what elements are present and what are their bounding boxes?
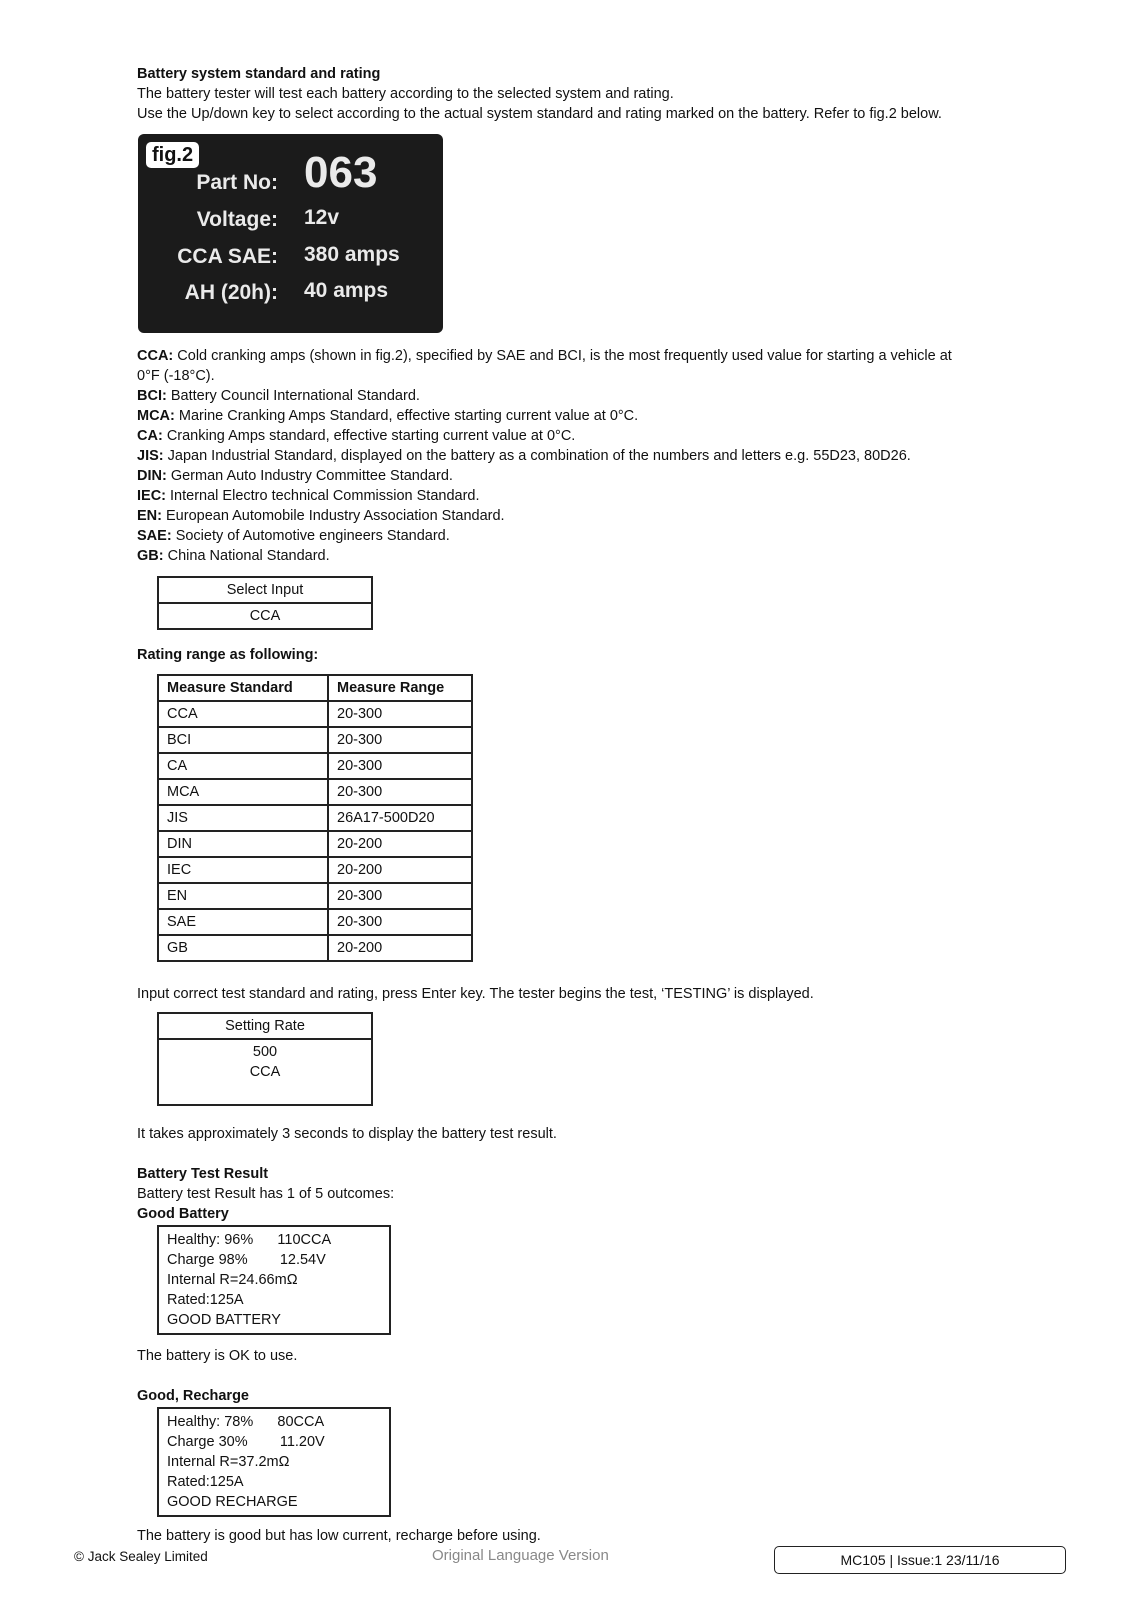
display-line: GOOD RECHARGE: [167, 1494, 298, 1510]
table-cell: 20-300: [328, 727, 472, 753]
table-cell: IEC: [158, 857, 328, 883]
setting-rate-cell: [158, 1039, 372, 1105]
table-cell: SAE: [158, 909, 328, 935]
table-row: [158, 909, 472, 935]
table-cell: 20-300: [328, 883, 472, 909]
definition-item: [137, 446, 1017, 466]
definition-item: [137, 506, 1017, 526]
good-battery-display: [157, 1225, 391, 1335]
ah-label: AH (20h):: [184, 281, 278, 304]
definition-text: Cranking Amps standard, effective starting current value at 0°C.: [166, 428, 576, 444]
approx-note: It takes approximately 3 seconds to display the battery test result.: [137, 1126, 557, 1142]
footer-copyright: © Jack Sealey Limited: [74, 1549, 208, 1564]
table-row: [158, 831, 472, 857]
table-cell: MCA: [158, 779, 328, 805]
input-note: Input correct test standard and rating, press Enter key. The tester begins the test, ‘TESTING’ is displayed.: [137, 986, 814, 1002]
definition-item: [137, 526, 1017, 546]
table-cell: BCI: [158, 727, 328, 753]
definition-item: [137, 386, 1017, 406]
good-battery-heading: Good Battery: [137, 1206, 229, 1222]
battery-label-figure: [138, 134, 443, 333]
definition-term: CA:: [137, 428, 163, 444]
display-line: Internal R=37.2mΩ: [167, 1454, 290, 1470]
definition-text: Cold cranking amps (shown in fig.2), specified by SAE and BCI, is the most frequently used value for starting a vehicle at: [177, 348, 952, 364]
table-cell: 20-200: [328, 831, 472, 857]
paragraph: Use the Up/down key to select according to the actual system standard and rating marked on the battery. Refer to fig.2 below.: [137, 106, 942, 122]
definition-item: [137, 486, 1017, 506]
voltage-label: Voltage:: [196, 208, 278, 231]
definition-term: IEC:: [137, 488, 166, 504]
definition-text: German Auto Industry Committee Standard.: [170, 468, 453, 484]
table-row: [158, 727, 472, 753]
definition-term: CCA:: [137, 348, 174, 364]
table-header: Measure Range: [328, 675, 472, 701]
table-header: Measure Standard: [158, 675, 328, 701]
cca-sae-label: CCA SAE:: [177, 245, 278, 268]
definition-item: [137, 406, 1017, 426]
table-cell: 20-300: [328, 753, 472, 779]
good-recharge-heading: Good, Recharge: [137, 1388, 249, 1404]
display-line: Rated:125A: [167, 1292, 244, 1308]
table-cell: 26A17-500D20: [328, 805, 472, 831]
definition-item: [137, 546, 1017, 566]
result-intro: Battery test Result has 1 of 5 outcomes:: [137, 1186, 395, 1202]
display-line: GOOD BATTERY: [167, 1312, 281, 1328]
voltage-value: 12v: [304, 206, 340, 229]
definition-term: GB:: [137, 548, 164, 564]
good-recharge-display: [157, 1407, 391, 1517]
definition-term: SAE:: [137, 528, 172, 544]
table-cell: 20-300: [328, 779, 472, 805]
rating-range-table: [157, 674, 473, 962]
definition-text: Battery Council International Standard.: [170, 388, 420, 404]
table-cell: CA: [158, 753, 328, 779]
table-row: [158, 883, 472, 909]
definition-item: [137, 426, 1017, 446]
good-recharge-note: The battery is good but has low current, recharge before using.: [137, 1528, 541, 1544]
intro-section: [137, 64, 1017, 124]
part-no-label: Part No:: [196, 171, 278, 194]
rating-heading: Rating range as following:: [137, 647, 319, 663]
select-input-display: [157, 576, 373, 630]
footer-language: Original Language Version: [432, 1547, 609, 1564]
table-row: [158, 753, 472, 779]
definition-text: Japan Industrial Standard, displayed on the battery as a combination of the numbers and letters e.g. 55D23, 80D26.: [167, 448, 911, 464]
good-battery-note: The battery is OK to use.: [137, 1348, 298, 1364]
table-cell: 20-200: [328, 857, 472, 883]
table-cell: GB: [158, 935, 328, 961]
result-section: [137, 1164, 394, 1224]
result-heading: Battery Test Result: [137, 1166, 269, 1182]
display-line: Internal R=24.66mΩ: [167, 1272, 298, 1288]
setting-rate-value: 500: [252, 1044, 278, 1060]
select-input-header: Select Input: [158, 577, 372, 603]
display-line: Rated:125A: [167, 1474, 244, 1490]
definitions-list: [137, 346, 1017, 566]
definition-text: European Automobile Industry Association Standard.: [166, 508, 505, 524]
definition-term: DIN:: [137, 468, 167, 484]
definition-text: Internal Electro technical Commission Standard.: [170, 488, 480, 504]
display-line: Healthy: 96% 110CCA: [167, 1232, 332, 1248]
display-line: Charge 30% 11.20V: [167, 1434, 325, 1450]
definition-term: MCA:: [137, 408, 175, 424]
section-heading: Battery system standard and rating: [137, 66, 381, 82]
figure-tag: fig.2: [146, 142, 199, 168]
table-row: [158, 857, 472, 883]
paragraph: The battery tester will test each battery according to the selected system and rating.: [137, 86, 674, 102]
table-cell: 20-300: [328, 909, 472, 935]
setting-rate-unit: CCA: [249, 1064, 281, 1080]
definition-text: Society of Automotive engineers Standard.: [175, 528, 450, 544]
definition-item: [137, 466, 1017, 486]
definition-continuation: 0°F (-18°C).: [137, 368, 215, 384]
table-cell: DIN: [158, 831, 328, 857]
table-cell: 20-200: [328, 935, 472, 961]
part-no-value: 063: [304, 148, 378, 197]
definition-text: China National Standard.: [167, 548, 330, 564]
definition-term: JIS:: [137, 448, 164, 464]
table-cell: JIS: [158, 805, 328, 831]
table-cell: CCA: [158, 701, 328, 727]
ah-value: 40 amps: [304, 279, 389, 302]
cca-sae-value: 380 amps: [304, 243, 400, 266]
table-row: [158, 701, 472, 727]
table-cell: 20-300: [328, 701, 472, 727]
definition-term: BCI:: [137, 388, 167, 404]
select-input-value: CCA: [158, 603, 372, 629]
definition-term: EN:: [137, 508, 162, 524]
table-cell: EN: [158, 883, 328, 909]
setting-rate-display: [157, 1012, 373, 1106]
display-line: Healthy: 78% 80CCA: [167, 1414, 325, 1430]
footer-reference: MC105 | Issue:1 23/11/16: [774, 1546, 1066, 1574]
table-row: [158, 805, 472, 831]
definition-text: Marine Cranking Amps Standard, effective starting current value at 0°C.: [178, 408, 639, 424]
table-row: [158, 779, 472, 805]
table-row: [158, 935, 472, 961]
display-line: Charge 98% 12.54V: [167, 1252, 326, 1268]
definition-item: [137, 346, 1017, 366]
setting-rate-header: Setting Rate: [158, 1013, 372, 1039]
